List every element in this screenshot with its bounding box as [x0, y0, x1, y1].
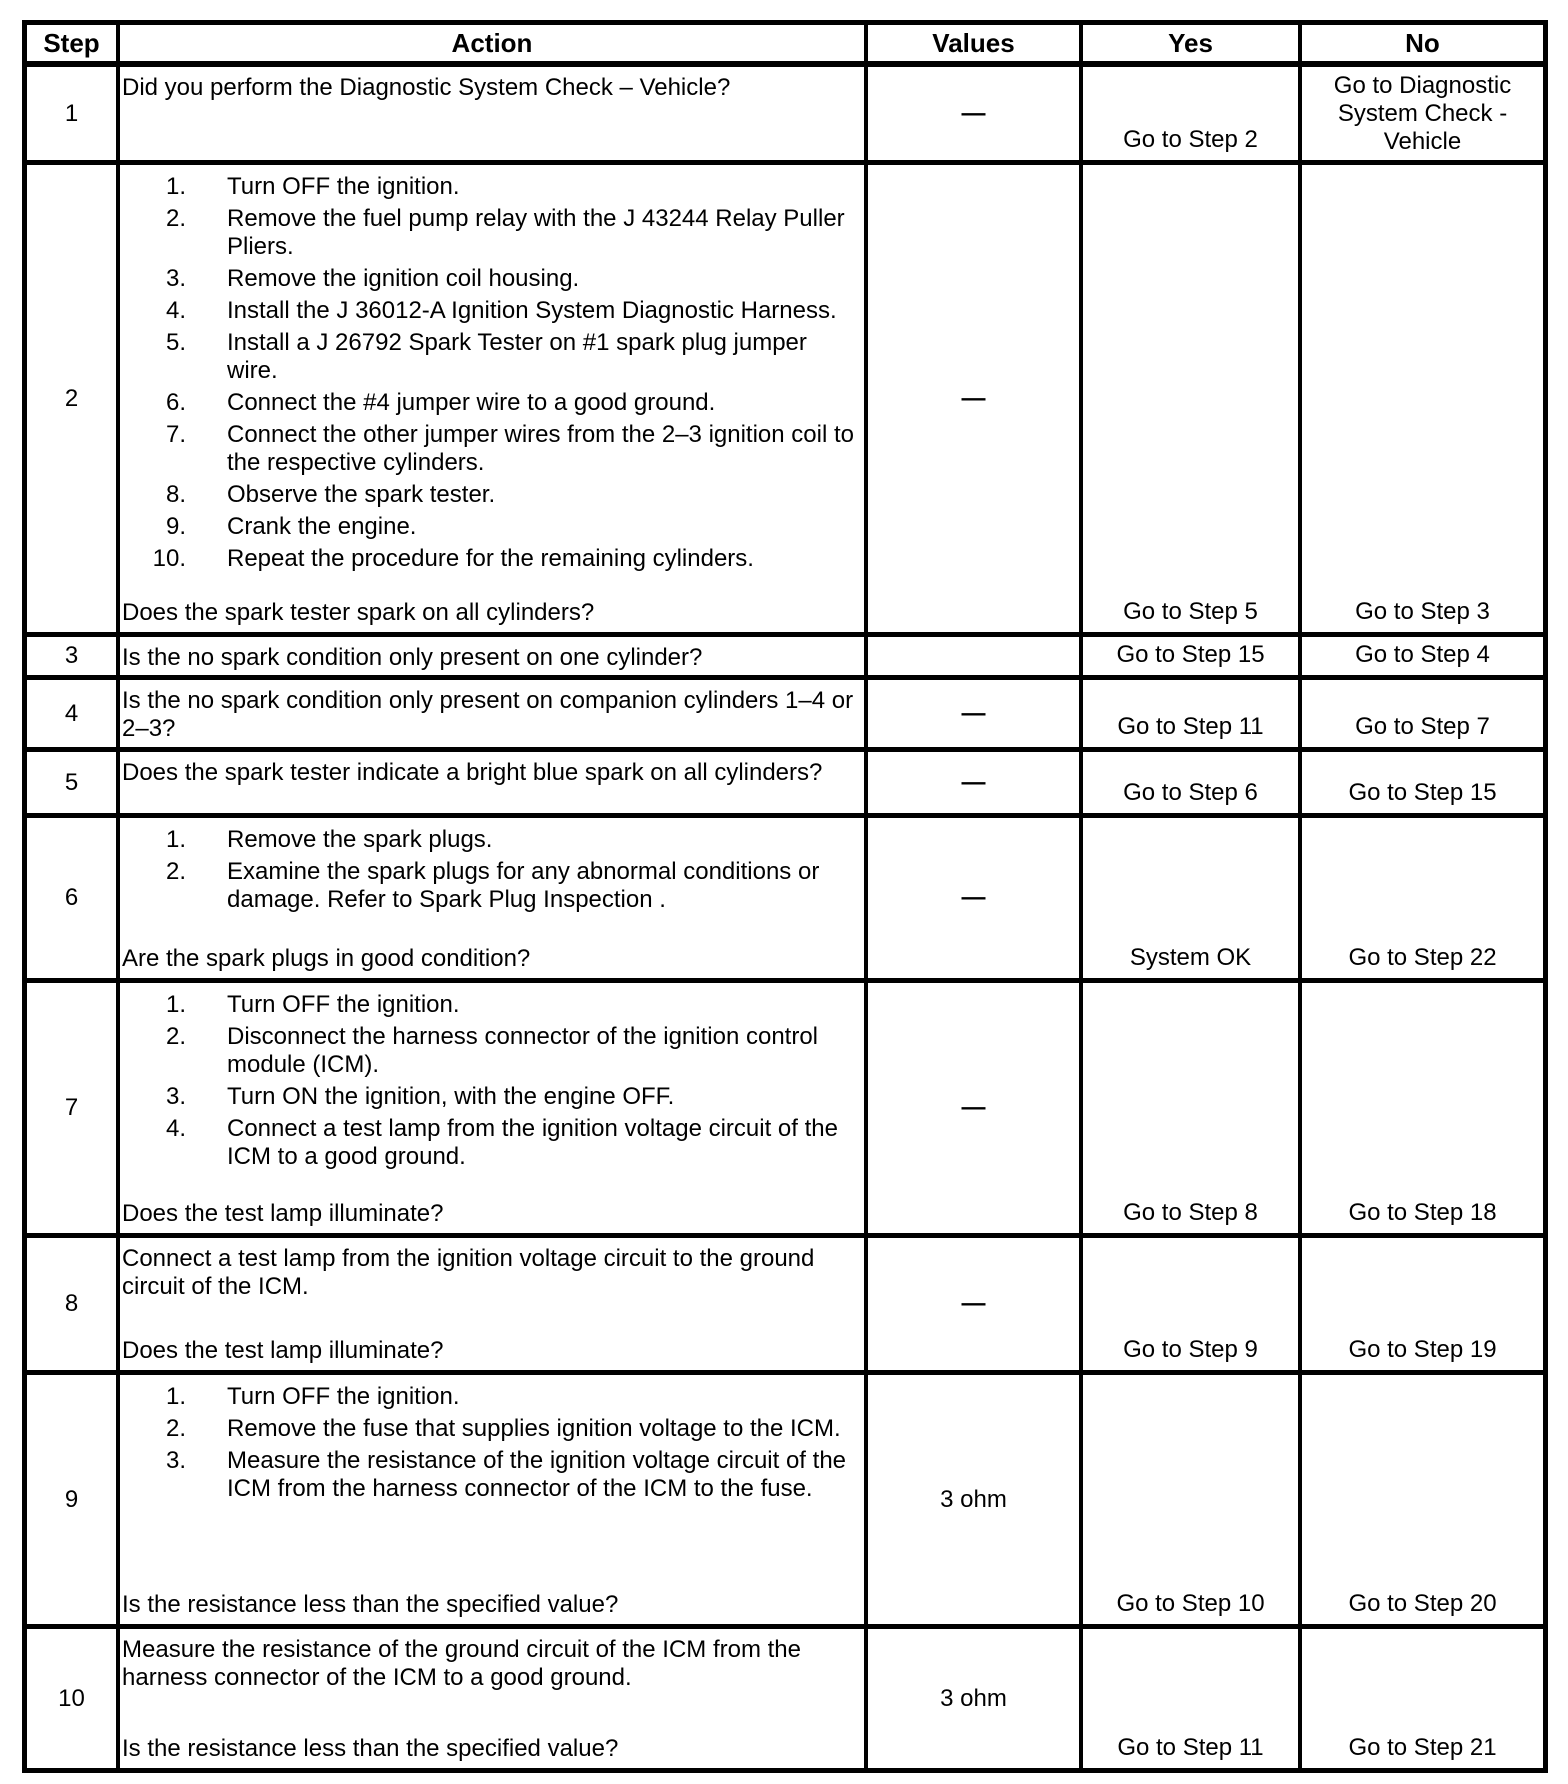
step-cell: 6 [27, 818, 120, 983]
yes-goto-text: Go to Step 15 [1116, 641, 1265, 668]
list-item-text: Examine the spark plugs for any abnormal conditions or damage. Refer to Spark Plug Inspection . [227, 858, 820, 913]
no-goto-text: Go to Step 21 [1348, 1734, 1497, 1761]
no-cell [1302, 983, 1543, 1238]
no-value-dash: — [961, 884, 986, 911]
list-item-text: Remove the fuel pump relay with the J 43244 Relay Puller Pliers. [227, 205, 845, 260]
action-list-item [122, 389, 864, 417]
list-item-number: 6. [165, 389, 186, 416]
no-goto-text: Go to Diagnostic System Check - Vehicle [1333, 71, 1512, 155]
no-goto-text: Go to Step 15 [1348, 779, 1497, 806]
action-question: Does the spark tester spark on all cylinders? [122, 599, 595, 626]
action-list-item [122, 826, 864, 854]
values-cell [868, 983, 1083, 1238]
yes-goto-text: Go to Step 5 [1123, 598, 1258, 625]
list-item-text: Remove the ignition coil housing. [227, 265, 580, 292]
list-item-text: Turn OFF the ignition. [227, 991, 460, 1018]
list-item-number: 1. [165, 173, 186, 200]
list-item-text: Remove the fuse that supplies ignition voltage to the ICM. [227, 1415, 841, 1442]
no-value-dash: — [961, 1094, 986, 1121]
values-cell [868, 637, 1083, 680]
no-cell [1302, 67, 1543, 165]
action-cell [120, 1238, 868, 1375]
value-text: 3 ohm [940, 1684, 1007, 1712]
list-item-number: 7. [165, 421, 186, 448]
no-value-dash: — [961, 768, 986, 796]
list-item-text: Remove the spark plugs. [227, 826, 493, 853]
action-numbered-list [122, 825, 864, 918]
action-paragraph: Connect a test lamp from the ignition voltage circuit to the ground circuit of the ICM. [122, 1245, 815, 1300]
list-item-number: 3. [165, 1083, 186, 1110]
list-item-number: 4. [165, 1115, 186, 1142]
no-value-dash: — [961, 1290, 986, 1317]
action-list-item [122, 297, 864, 325]
list-item-text: Repeat the procedure for the remaining cylinders. [227, 545, 754, 572]
value-text: 3 ohm [940, 1485, 1007, 1513]
yes-goto-text: Go to Step 6 [1123, 779, 1258, 806]
no-cell [1302, 1375, 1543, 1629]
no-cell [1302, 637, 1543, 680]
yes-cell [1083, 637, 1302, 680]
action-list-item [122, 1115, 864, 1171]
action-question: Is the resistance less than the specified value? [122, 1735, 619, 1762]
action-list-item [122, 1383, 864, 1411]
no-goto-text: Go to Step 19 [1348, 1336, 1497, 1363]
action-cell [120, 1375, 868, 1629]
action-question: Are the spark plugs in good condition? [122, 945, 531, 972]
list-item-number: 2. [165, 858, 186, 885]
list-item-number: 5. [165, 329, 186, 356]
list-item-text: Install the J 36012-A Ignition System Diagnostic Harness. [227, 297, 837, 324]
values-cell [868, 818, 1083, 983]
action-list-item [122, 1447, 864, 1503]
action-list-item [122, 1415, 864, 1443]
yes-goto-text: Go to Step 10 [1116, 1590, 1265, 1617]
column-header-yes: Yes [1083, 25, 1302, 67]
yes-cell [1083, 752, 1302, 818]
action-list-item [122, 858, 864, 914]
yes-cell [1083, 680, 1302, 752]
action-cell [120, 680, 868, 752]
action-list-item [122, 265, 864, 293]
step-cell: 9 [27, 1375, 120, 1629]
values-cell [868, 1238, 1083, 1375]
list-item-number: 2. [165, 1023, 186, 1050]
action-list-item [122, 991, 864, 1019]
action-cell [120, 818, 868, 983]
action-paragraph: Did you perform the Diagnostic System Check – Vehicle? [122, 74, 731, 101]
list-item-text: Install a J 26792 Spark Tester on #1 spark plug jumper wire. [227, 329, 807, 384]
yes-cell [1083, 1629, 1302, 1768]
list-item-text: Connect the other jumper wires from the 2–3 ignition coil to the respective cylinders. [227, 421, 854, 476]
action-list-item [122, 545, 864, 573]
list-item-number: 3. [165, 1447, 186, 1474]
no-value-dash: — [961, 699, 986, 727]
yes-goto-text: System OK [1129, 944, 1252, 971]
action-numbered-list [122, 172, 864, 577]
list-item-text: Measure the resistance of the ignition voltage circuit of the ICM from the harness connector of the ICM to the fuse. [227, 1447, 847, 1502]
values-cell [868, 680, 1083, 752]
yes-cell [1083, 1375, 1302, 1629]
action-list-item [122, 329, 864, 385]
no-goto-text: Go to Step 22 [1348, 944, 1497, 971]
list-item-text: Turn ON the ignition, with the engine OFF. [227, 1083, 675, 1110]
list-item-text: Connect a test lamp from the ignition voltage circuit of the ICM to a good ground. [227, 1115, 838, 1170]
yes-goto-text: Go to Step 2 [1123, 126, 1258, 153]
no-value-dash: — [961, 384, 986, 412]
yes-cell [1083, 1238, 1302, 1375]
list-item-number: 10. [152, 545, 186, 572]
list-item-number: 8. [165, 481, 186, 508]
action-paragraph: Is the no spark condition only present on companion cylinders 1–4 or 2–3? [122, 687, 854, 742]
action-paragraph: Does the spark tester indicate a bright blue spark on all cylinders? [122, 759, 823, 786]
values-cell [868, 67, 1083, 165]
values-cell [868, 1629, 1083, 1768]
column-header-values: Values [868, 25, 1083, 67]
list-item-text: Turn OFF the ignition. [227, 173, 460, 200]
yes-cell [1083, 818, 1302, 983]
action-cell [120, 637, 868, 680]
yes-cell [1083, 983, 1302, 1238]
no-goto-text: Go to Step 3 [1355, 598, 1490, 625]
step-cell: 5 [27, 752, 120, 818]
values-cell [868, 752, 1083, 818]
yes-goto-text: Go to Step 8 [1123, 1199, 1258, 1226]
action-question: Does the test lamp illuminate? [122, 1337, 444, 1364]
action-cell [120, 752, 868, 818]
values-cell [868, 1375, 1083, 1629]
list-item-text: Observe the spark tester. [227, 481, 496, 508]
list-item-number: 3. [165, 265, 186, 292]
action-numbered-list [122, 1382, 864, 1507]
step-cell: 10 [27, 1629, 120, 1768]
column-header-no: No [1302, 25, 1543, 67]
list-item-text: Crank the engine. [227, 513, 417, 540]
action-list-item [122, 481, 864, 509]
no-cell [1302, 1629, 1543, 1768]
list-item-number: 4. [165, 297, 186, 324]
list-item-number: 9. [165, 513, 186, 540]
action-list-item [122, 513, 864, 541]
list-item-text: Turn OFF the ignition. [227, 1383, 460, 1410]
list-item-text: Disconnect the harness connector of the ignition control module (ICM). [227, 1023, 819, 1078]
action-list-item [122, 1023, 864, 1079]
no-goto-text: Go to Step 4 [1355, 641, 1490, 668]
step-cell: 1 [27, 67, 120, 165]
yes-goto-text: Go to Step 11 [1117, 713, 1264, 740]
list-item-number: 2. [165, 205, 186, 232]
action-question: Does the test lamp illuminate? [122, 1200, 444, 1227]
action-list-item [122, 205, 864, 261]
list-item-number: 1. [165, 991, 186, 1018]
list-item-text: Connect the #4 jumper wire to a good ground. [227, 389, 716, 416]
action-cell [120, 1629, 868, 1768]
action-cell [120, 165, 868, 637]
action-paragraph: Measure the resistance of the ground circuit of the ICM from the harness connector of the ICM to a good ground. [122, 1636, 801, 1691]
step-cell: 3 [27, 637, 120, 680]
diagnostic-step-table [22, 20, 1548, 1773]
action-list-item [122, 173, 864, 201]
action-numbered-list [122, 990, 864, 1175]
action-list-item [122, 1083, 864, 1111]
action-cell [120, 983, 868, 1238]
yes-cell [1083, 165, 1302, 637]
step-cell: 7 [27, 983, 120, 1238]
step-cell: 2 [27, 165, 120, 637]
no-cell [1302, 165, 1543, 637]
column-header-step: Step [27, 25, 120, 67]
no-goto-text: Go to Step 20 [1348, 1590, 1497, 1617]
action-question: Is the resistance less than the specified value? [122, 1591, 619, 1618]
action-list-item [122, 421, 864, 477]
list-item-number: 1. [165, 826, 186, 853]
values-cell [868, 165, 1083, 637]
no-cell [1302, 818, 1543, 983]
step-cell: 4 [27, 680, 120, 752]
list-item-number: 2. [165, 1415, 186, 1442]
action-cell [120, 67, 868, 165]
no-goto-text: Go to Step 7 [1355, 713, 1490, 740]
no-cell [1302, 1238, 1543, 1375]
no-cell [1302, 680, 1543, 752]
no-value-dash: — [961, 99, 986, 127]
no-goto-text: Go to Step 18 [1348, 1199, 1497, 1226]
column-header-action: Action [120, 25, 868, 67]
step-cell: 8 [27, 1238, 120, 1375]
no-cell [1302, 752, 1543, 818]
yes-goto-text: Go to Step 11 [1117, 1734, 1264, 1761]
yes-cell [1083, 67, 1302, 165]
action-paragraph: Is the no spark condition only present on one cylinder? [122, 644, 703, 671]
list-item-number: 1. [165, 1383, 186, 1410]
yes-goto-text: Go to Step 9 [1123, 1336, 1258, 1363]
